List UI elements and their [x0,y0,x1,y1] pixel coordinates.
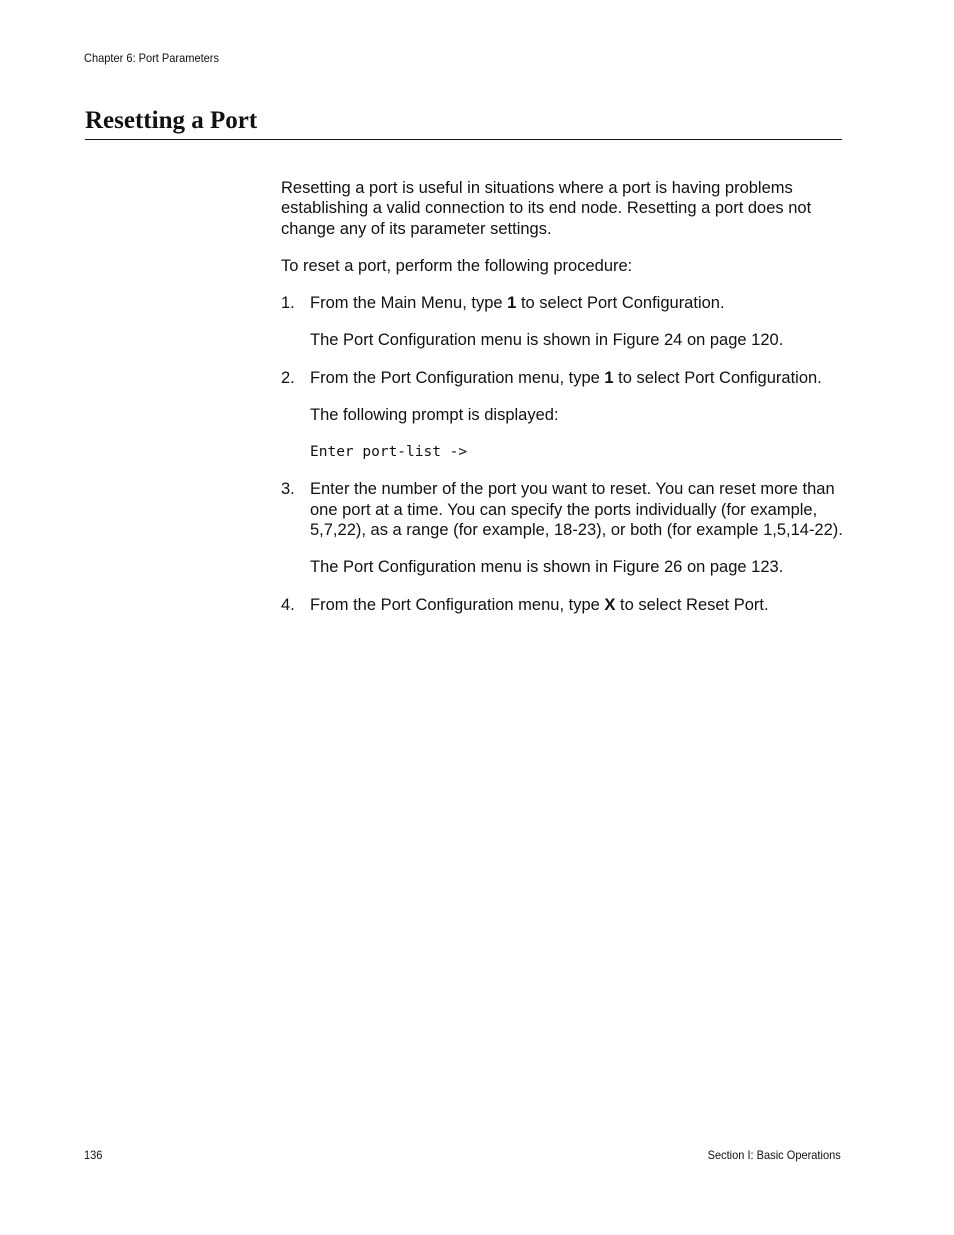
step-text: From the Port Configuration menu, type [310,595,605,614]
step-text: From the Port Configuration menu, type [310,368,605,387]
page-number: 136 [84,1148,103,1162]
step-text: to select Port Configuration. [613,368,822,387]
step-number: 2. [281,368,295,387]
footer-section: Section I: Basic Operations [707,1148,841,1162]
body-column [281,178,847,632]
step-key: 1 [604,368,614,387]
prompt-code: Enter port-list -> [310,444,468,461]
step-3-note: The Port Configuration menu is shown in Figure 26 on page 123. [310,558,784,577]
step-4 [281,595,847,615]
section-title: Resetting a Port [85,107,258,134]
step-text: Enter the number of the port you want to reset. You can reset more than one port at a time. You can specify the ports individually (for example, 5,7,22), as a range (for example, 18-23), or both (for example 1,5,14-22). [310,480,843,539]
step-1 [281,293,847,313]
step-key: X [604,595,616,614]
step-number: 3. [281,480,295,499]
title-rule [85,139,842,140]
intro-paragraph: Resetting a port is useful in situations where a port is having problems establishing a valid connection to its end node. Resetting a port does not change any of its parameter settings. [281,179,812,238]
step-2-note: The following prompt is displayed: [310,406,559,425]
step-2 [281,368,847,388]
running-header: Chapter 6: Port Parameters [84,51,219,65]
step-number: 4. [281,595,295,614]
step-text: to select Port Configuration. [516,294,725,313]
step-text: From the Main Menu, type [310,294,508,313]
step-text: to select Reset Port. [615,595,769,614]
step-number: 1. [281,294,295,313]
procedure-lead-in: To reset a port, perform the following procedure: [281,256,633,275]
step-key: 1 [507,294,517,313]
step-3 [281,479,847,540]
step-1-note: The Port Configuration menu is shown in Figure 24 on page 120. [310,331,784,350]
